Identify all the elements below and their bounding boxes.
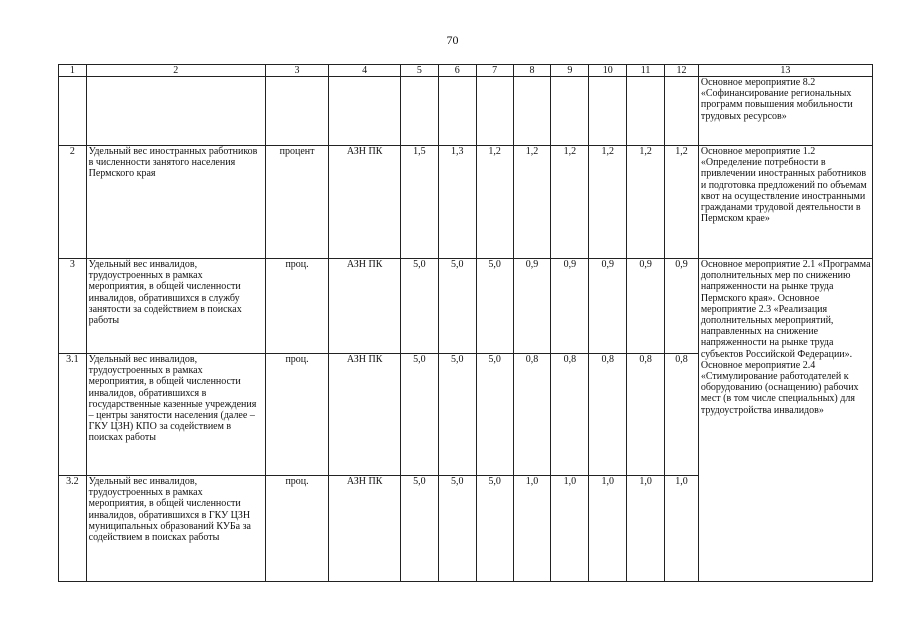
value-cell: 0,8 — [665, 354, 699, 476]
table-row — [59, 259, 873, 354]
value-cell: 1,0 — [589, 476, 627, 582]
empty-cell — [400, 77, 438, 146]
value-cell: 0,9 — [513, 259, 551, 354]
value-cell: 1,2 — [513, 146, 551, 259]
indicators-table — [58, 64, 873, 582]
value-cell: 0,8 — [589, 354, 627, 476]
row-number: 3.2 — [59, 476, 87, 582]
indicator-name: Удельный вес инвалидов, трудоустроенных в рамках мероприятия, в общей численности инвалидов, обратившихся в государственные казенные учреждения – центры занятости населения (далее – ГКУ ЦЗН) КПО за содействием в поисках работы — [86, 354, 265, 476]
organization-cell: АЗН ПК — [329, 259, 401, 354]
column-header: 3 — [265, 65, 328, 77]
measure-cell-merged: Основное мероприятие 2.1 «Программа дополнительных мер по снижению напряженности на рынке труда Пермского края». Основное мероприятие 2.3 «Реализация дополнительных мероприятий, направленных на снижение напряженности на рынке труда субъектов Российской Федерации». Основное мероприятие 2.4 «Стимулирование работодателей к оборудованию (оснащению) рабочих мест (в том числе специальных) для трудоустройства инвалидов» — [698, 259, 872, 582]
unit-cell: проц. — [265, 354, 328, 476]
row-number: 3.1 — [59, 354, 87, 476]
value-cell: 1,2 — [665, 146, 699, 259]
empty-cell — [627, 77, 665, 146]
column-header: 12 — [665, 65, 699, 77]
indicator-name: Удельный вес инвалидов, трудоустроенных в рамках мероприятия, в общей численности инвалидов, обратившихся в ГКУ ЦЗН муниципальных образований КУБа за содействием в поисках работы — [86, 476, 265, 582]
empty-cell — [665, 77, 699, 146]
value-cell: 5,0 — [438, 476, 476, 582]
value-cell: 0,9 — [551, 259, 589, 354]
value-cell: 1,0 — [627, 476, 665, 582]
value-cell: 1,5 — [400, 146, 438, 259]
value-cell: 0,8 — [513, 354, 551, 476]
row-number: 2 — [59, 146, 87, 259]
indicator-name: Удельный вес инвалидов, трудоустроенных в рамках мероприятия, в общей численности инвалидов, обратившихся в службу занятости за содействием в поисках работы — [86, 259, 265, 354]
column-header: 7 — [476, 65, 513, 77]
table-row-continuation — [59, 77, 873, 146]
table-row — [59, 146, 873, 259]
column-header: 1 — [59, 65, 87, 77]
page-number: 70 — [446, 33, 459, 47]
empty-cell — [476, 77, 513, 146]
value-cell: 5,0 — [438, 354, 476, 476]
empty-cell — [265, 77, 328, 146]
column-header: 10 — [589, 65, 627, 77]
value-cell: 1,0 — [513, 476, 551, 582]
organization-cell: АЗН ПК — [329, 476, 401, 582]
measure-cell: Основное мероприятие 1.2 «Определение потребности в привлечении иностранных работников и подготовка предложений по объемам квот на осуществление иностранными гражданами трудовой деятельности в Пермском крае» — [698, 146, 872, 259]
value-cell: 0,8 — [627, 354, 665, 476]
value-cell: 0,8 — [551, 354, 589, 476]
measure-cell: Основное мероприятие 8.2 «Софинансирование региональных программ повышения мобильности трудовых ресурсов» — [698, 77, 872, 146]
unit-cell: процент — [265, 146, 328, 259]
organization-cell: АЗН ПК — [329, 146, 401, 259]
indicator-name: Удельный вес иностранных работников в численности занятого населения Пермского края — [86, 146, 265, 259]
column-header: 9 — [551, 65, 589, 77]
row-number: 3 — [59, 259, 87, 354]
value-cell: 5,0 — [476, 259, 513, 354]
value-cell: 1,0 — [665, 476, 699, 582]
column-header: 4 — [329, 65, 401, 77]
column-header: 6 — [438, 65, 476, 77]
column-header: 5 — [400, 65, 438, 77]
unit-cell: проц. — [265, 476, 328, 582]
column-header: 11 — [627, 65, 665, 77]
empty-cell — [551, 77, 589, 146]
value-cell: 1,2 — [476, 146, 513, 259]
empty-cell — [513, 77, 551, 146]
empty-cell — [438, 77, 476, 146]
value-cell: 5,0 — [438, 259, 476, 354]
unit-cell: проц. — [265, 259, 328, 354]
value-cell: 1,2 — [589, 146, 627, 259]
empty-cell — [329, 77, 401, 146]
value-cell: 1,2 — [551, 146, 589, 259]
column-header: 13 — [698, 65, 872, 77]
value-cell: 0,9 — [627, 259, 665, 354]
organization-cell: АЗН ПК — [329, 354, 401, 476]
value-cell: 0,9 — [665, 259, 699, 354]
value-cell: 0,9 — [589, 259, 627, 354]
value-cell: 5,0 — [400, 354, 438, 476]
empty-cell — [86, 77, 265, 146]
value-cell: 1,2 — [627, 146, 665, 259]
column-header: 2 — [86, 65, 265, 77]
value-cell: 5,0 — [400, 476, 438, 582]
value-cell: 1,3 — [438, 146, 476, 259]
value-cell: 5,0 — [476, 354, 513, 476]
value-cell: 1,0 — [551, 476, 589, 582]
column-number-header-row — [59, 65, 873, 77]
column-header: 8 — [513, 65, 551, 77]
empty-cell — [59, 77, 87, 146]
value-cell: 5,0 — [476, 476, 513, 582]
value-cell: 5,0 — [400, 259, 438, 354]
empty-cell — [589, 77, 627, 146]
